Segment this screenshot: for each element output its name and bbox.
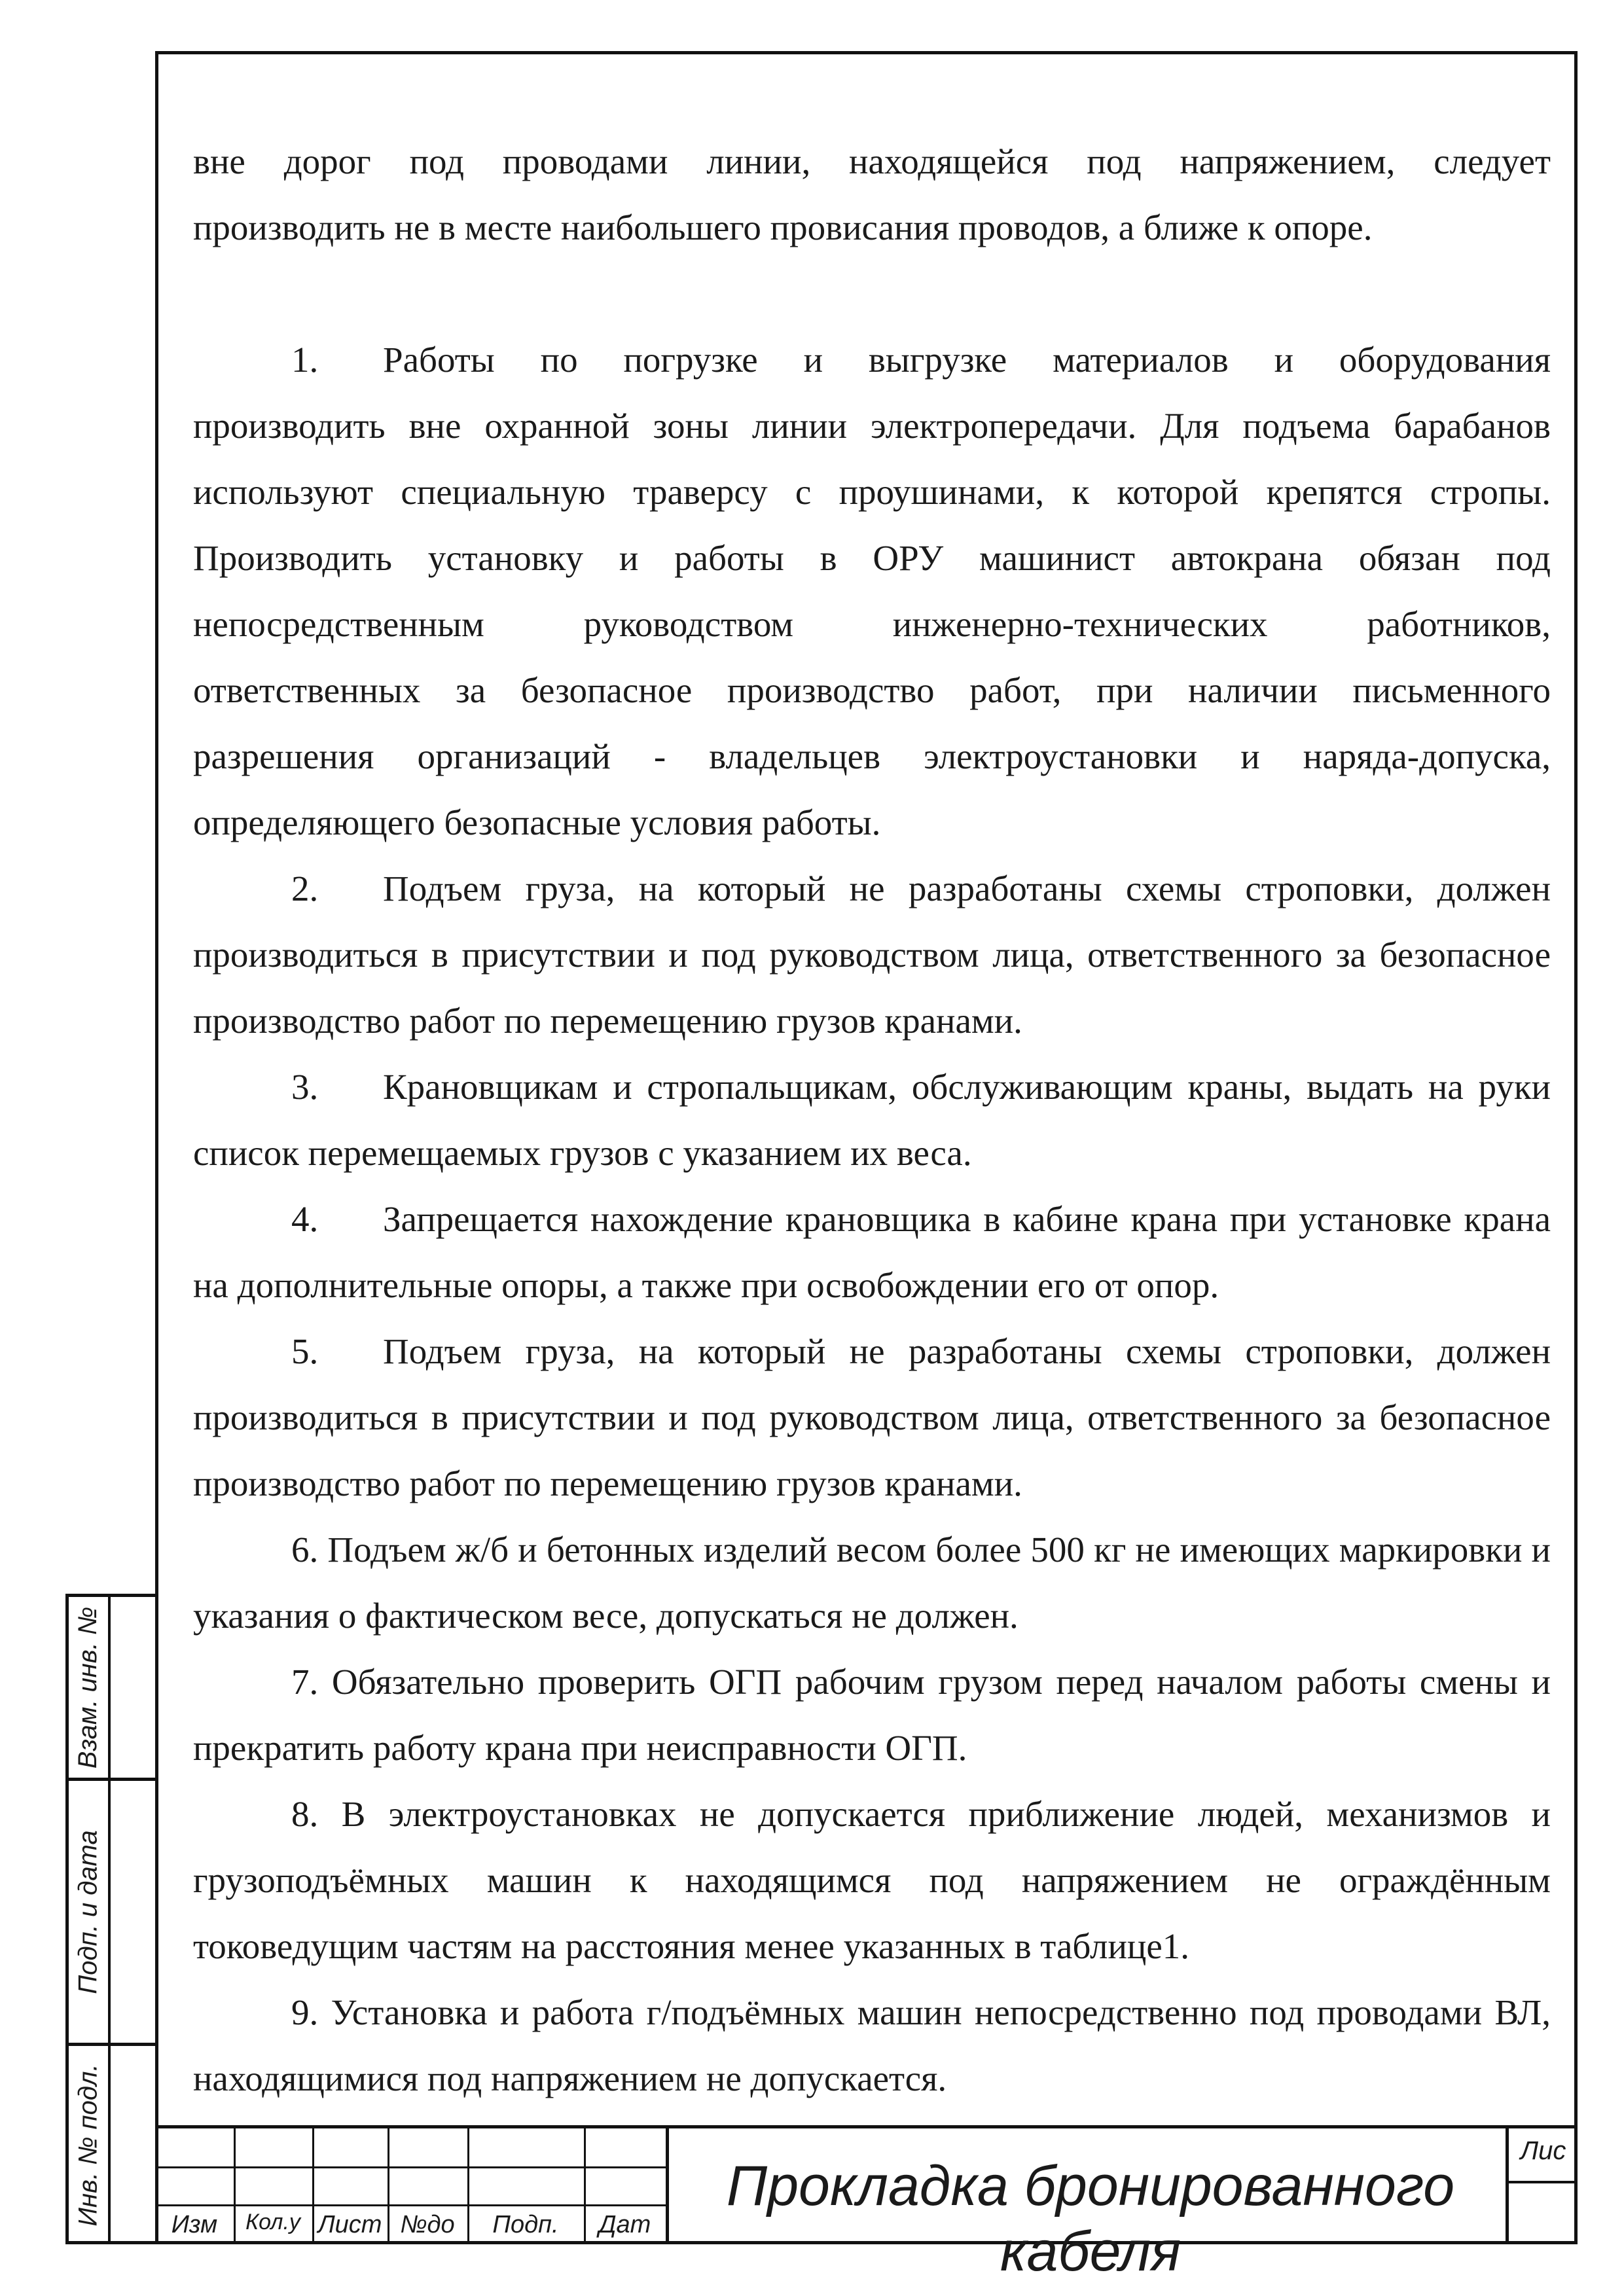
side-label-inv-replace: Взам. инв. № [73,1606,103,1768]
list-item-5-number: 5. [291,1331,319,1371]
list-item-1-tail: ответственных за безопасное производство работ, при наличии письменного разрешения организаций - владельцев электроустановки и наряда-допуска, определяющего безопасные условия работы. [193,670,1551,842]
list-item-1-number: 1. [291,340,319,380]
list-item-1 [193,327,1551,855]
side-label-sign-date: Подп. и дата [73,1829,103,1994]
list-item-3-text: Крановщикам и стропальщикам, обслуживающим краны, выдать на руки список перемещаемых грузов с указанием их веса. [193,1067,1551,1173]
list-item-6: 6. Подъем ж/б и бетонных изделий весом более 500 кг не имеющих маркировки и указания о фактическом весе, допускаться не должен. [193,1530,1551,1636]
paragraph-gap [193,260,1551,327]
list-item-4-text: Запрещается нахождение крановщика в кабине крана при установке крана на дополнительные опоры, а также при освобождении его от опор. [193,1199,1551,1305]
title-block [155,2125,1578,2283]
col-podp-label: Подп. [492,2211,559,2238]
col-izm-label: Изм [171,2211,218,2238]
list-item-3-number: 3. [291,1067,319,1107]
list-item-1-body: производить вне охранной зоны линии электропередачи. Для подъема барабанов используют специальную траверсу с проушинами, к которой крепятся стропы. Производить установку и работы в ОРУ машинист автокрана обязан под [193,406,1551,578]
document-body [193,128,1551,2111]
list-item-2-text: Подъем груза, на который не разработаны схемы строповки, должен производиться в присутствии и под руководством лица, ответственного за безопасное производство работ по перемещению грузов кранами. [193,869,1551,1041]
col-date-label: Дат [598,2211,651,2238]
side-stamp [65,1594,155,2244]
list-item-1-line1: Работы по погрузке и выгрузке материалов и оборудования [383,340,1551,380]
col-ndoc-label: №до [400,2211,455,2238]
col-kolu-label: Кол.у [245,2210,300,2234]
sheet-number-box [1506,2128,1578,2244]
document-title-line-1: Прокладка бронированного [726,2155,1455,2217]
list-item-5 [193,1318,1551,1516]
list-item-4-number: 4. [291,1199,319,1239]
intro-paragraph [193,128,1551,260]
side-cell-inv-original [69,2043,155,2244]
list-item-8: 8. В электроустановках не допускается приближение людей, механизмов и грузоподъёмных машин к находящимся под напряжением не ограждённым токоведущим частям на расстояния менее указанных в таблице1. [193,1794,1551,1966]
intro-line-2: производить не в месте наибольшего провисания проводов, а ближе к опоре. [193,207,1373,247]
list-item-9: 9. Установка и работа г/подъёмных машин непосредственно под проводами ВЛ, находящимися под напряжением не допускается. [193,1992,1551,2098]
col-list-label: Лист [317,2211,382,2238]
side-cell-inv-replace [69,1597,155,1778]
side-label-inv-original: Инв. № подл. [73,2064,103,2227]
list-item-2 [193,855,1551,1054]
list-item-3 [193,1054,1551,1186]
document-title-line-2: кабеля [1000,2220,1182,2283]
list-item-7: 7. Обязательно проверить ОГП рабочим грузом перед началом работы смены и прекратить работу крана при неисправности ОГП. [193,1662,1551,1768]
list-item-5-text: Подъем груза, на который не разработаны схемы строповки, должен производиться в присутствии и под руководством лица, ответственного за безопасное производство работ по перемещению грузов кранами. [193,1331,1551,1503]
title-block-grid [155,2128,666,2244]
intro-line-1: вне дорог под проводами линии, находящейся под напряжением, следует [193,141,1551,181]
list-item-1-line5: непосредственным руководством инженерно-технических работников, [193,604,1551,644]
list-item-1-first-line [193,327,1551,393]
document-title-area [679,2128,1502,2283]
sheet-label: Лис [1520,2136,1566,2165]
list-item-4 [193,1186,1551,1318]
list-item-2-number: 2. [291,869,319,908]
side-cell-sign-date [69,1778,155,2043]
